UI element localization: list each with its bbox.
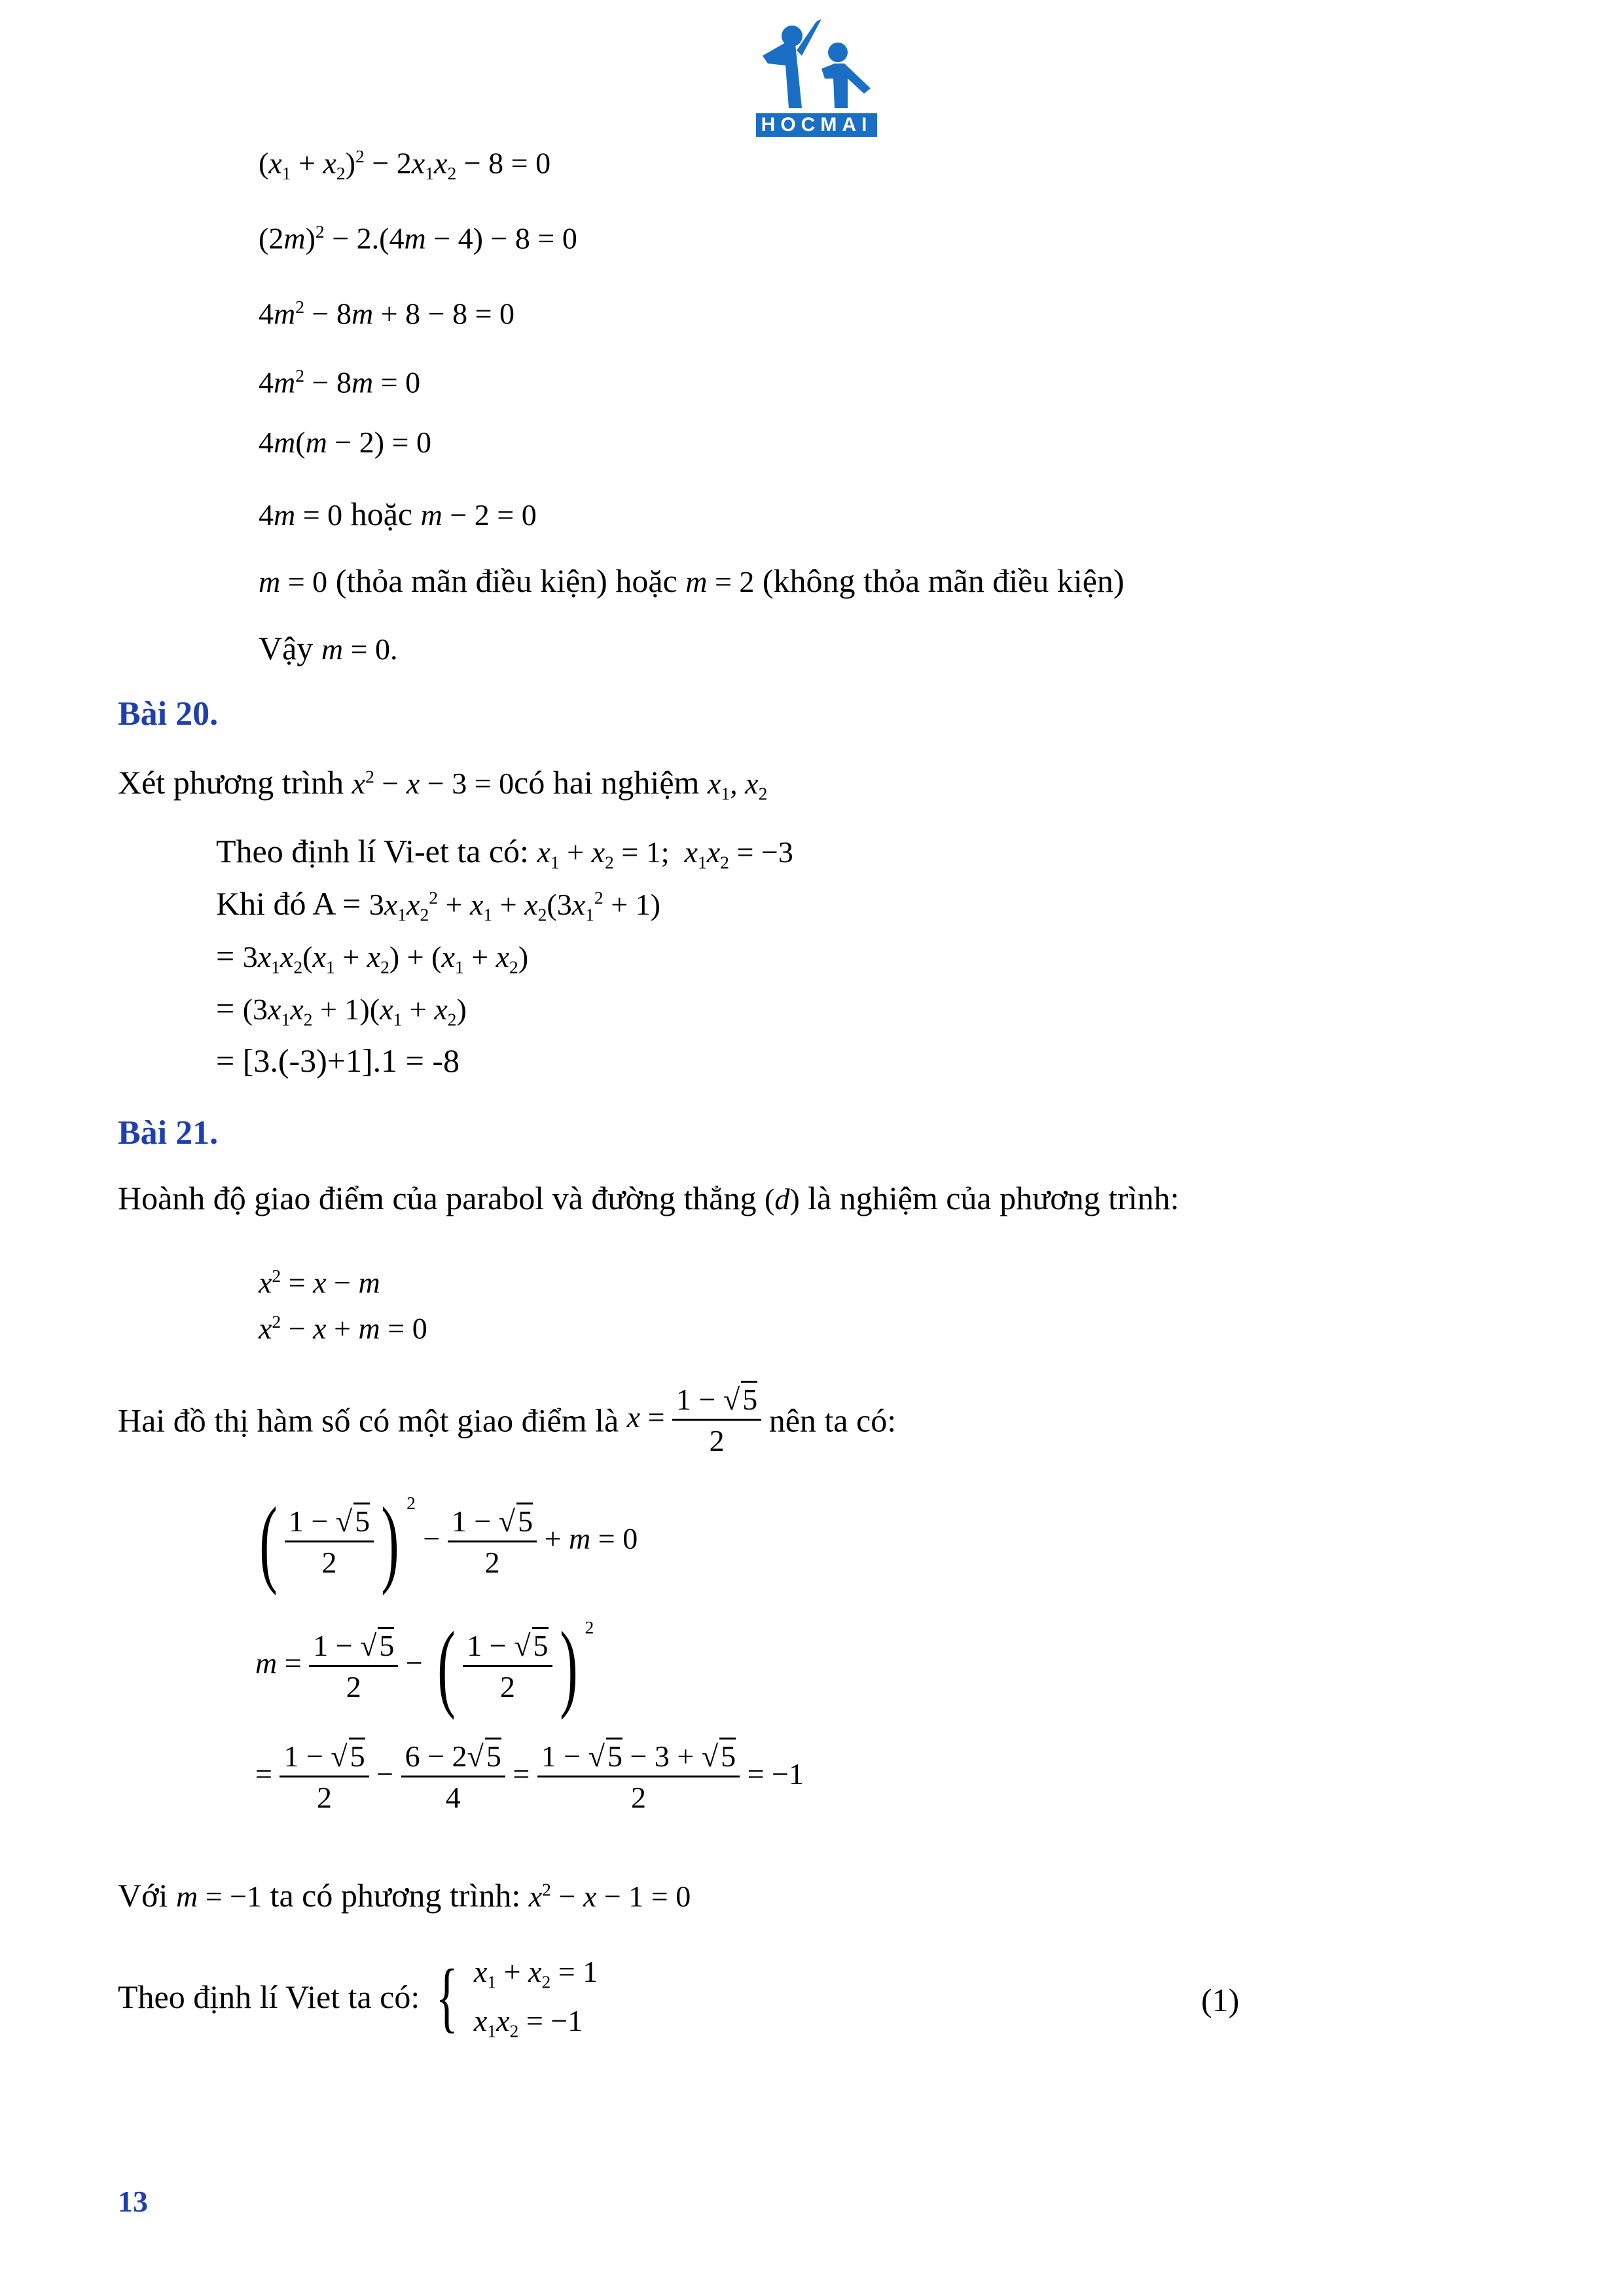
equation-line: $4m^2 - 8m + 8 - 8 = 0$ [259,297,515,331]
logo-text: HOCMAI [756,113,877,137]
intersection-text: Hai đồ thị hàm số có một giao điểm là [118,1402,619,1439]
bai20-step: = $(3x_1x_2 + 1)(x_1 + x_2)$ [216,990,467,1030]
bai20-intro: Xét phương trình $x^2 - x - 3$ = 0có hai nghiệm $x_1$, $x_2$ [118,764,768,804]
bai20-result: = [3.(-3)+1].1 = -8 [216,1042,460,1079]
equation-line: 4m(m − 2) = 0 [259,426,431,459]
intro-text: Hoành độ giao điểm của parabol và đường thẳng [118,1180,757,1216]
intro-text-2: có hai nghiệm [514,764,700,801]
equation-line: ( $\frac{1 - √5}{2}$ ) $^2$ − $\frac{1 - √5}{2}$ + m = 0 [259,1487,638,1596]
equation-line: = $\frac{1 - √5}{2}$ − $\frac{6 - 2√5}{4}$ = $\frac{1 - √5 - 3 + √5}{2}$ = −1 [255,1741,804,1813]
bai21-intro: Hoành độ giao điểm của parabol và đường thẳng (d) là nghiệm của phương trình: [118,1180,1180,1216]
then-text: Khi đó A = [216,885,361,922]
eq-sign: = [216,990,235,1027]
hocmai-logo [756,16,877,141]
or-text: hoặc [350,496,413,532]
equation-line: 4m = 0 hoặc m − 2 = 0 [259,496,537,532]
exercise-heading: Bài 21. [118,1114,219,1152]
condition-line: m = 0 (thỏa mãn điều kiện) hoặc m = 2 (không thỏa mãn điều kiện) [259,562,1125,599]
intro-text: Xét phương trình [118,764,344,801]
equation-line: $(x_1 + x_2)^2 - 2x_1x_2 - 8 = 0$ [259,146,551,184]
equation-label: (1) [1201,1982,1240,2018]
two-figures-icon [756,16,877,115]
bai20-vieta: Theo định lí Vi-et ta có: $x_1 + x_2 = 1$; $x_1x_2 = -3$ [216,833,793,873]
equation-line: m = $\frac{1 - √5}{2}$ − ( $\frac{1 - √5}{2}$ ) $^2$ [255,1612,594,1721]
equation-line: $x^2 = x - m$ [259,1266,380,1300]
with-text: Với [118,1877,168,1914]
with-text-2: ta có phương trình: [270,1877,521,1914]
conclusion-line: Vậy m = 0. [259,630,398,666]
bai20-expression: Khi đó $A = 3x_1x_2^2 + x_1 + x_2(3x_1^2 + 1)$ [216,885,660,925]
equation-line: $x^2 - x + m = 0$ [259,1311,427,1345]
page-number: 13 [118,2185,148,2218]
condition-ok-text: (thỏa mãn điều kiện) hoặc [335,562,677,599]
bai21-vieta: Theo định lí Viet ta có: { $x_1 + x_2 = 1$ $x_1x_2 = -1$ [118,1952,598,2041]
intersection-text-2: nên ta có: [768,1402,897,1439]
eq-sign: = [216,938,235,974]
brace-icon: { [435,1952,458,2040]
intro-end-text: là nghiệm của phương trình: [808,1180,1180,1216]
vieta-text: Theo định lí Viet ta có: [118,1978,420,2015]
bai21-with: Với m = −1 ta có phương trình: $x^2 - x - 1 = 0$ [118,1877,691,1914]
equation-line: $(2m)^2 - 2.(4m - 4) - 8 = 0$ [259,221,577,255]
condition-bad-text: (không thỏa mãn điều kiện) [762,562,1125,599]
equation-line: $4m^2 - 8m = 0$ [259,365,421,399]
bai20-step: = $3x_1x_2(x_1 + x_2) + (x_1 + x_2)$ [216,938,529,977]
therefore-text: Vậy [259,630,314,666]
vieta-text: Theo định lí Vi-et ta có: [216,833,529,869]
exercise-heading: Bài 20. [118,695,219,733]
bai21-intersection: Hai đồ thị hàm số có một giao điểm là x = $\frac{1 - √5}{2}$ nên ta có: [118,1385,896,1456]
